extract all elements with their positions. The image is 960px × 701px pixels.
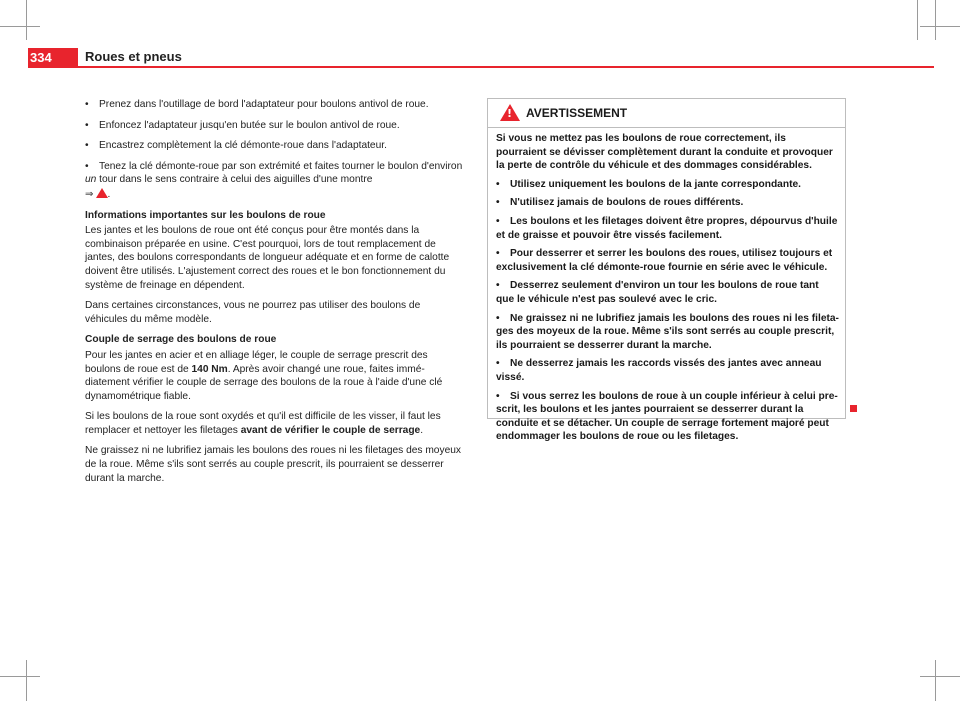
- warning-item-text: N'utilisez jamais de boulons de roues différents.: [510, 197, 744, 209]
- bullet: •: [85, 119, 89, 131]
- section-heading: Informations importantes sur les boulons de roue: [85, 209, 326, 221]
- torque-value: 140 Nm: [191, 363, 228, 375]
- reference-arrow[interactable]: ⇒: [85, 188, 94, 200]
- crop-mark: [917, 0, 918, 40]
- crop-mark: [0, 676, 40, 677]
- crop-mark: [920, 676, 960, 677]
- header-rule: [78, 66, 934, 68]
- bullet: •: [496, 215, 500, 227]
- warning-item: [496, 390, 839, 444]
- list-item: • Tenez la clé démonte-roue par son extrémité et faites tourner le boulon d'environ un tour dans le sens contraire à celui des aiguilles d'une montre ⇒ .: [85, 160, 463, 200]
- crop-mark: [0, 26, 40, 27]
- page-number: 334: [28, 48, 78, 68]
- warning-body: [488, 128, 845, 444]
- warning-item: [496, 196, 839, 210]
- crop-mark: [935, 0, 936, 40]
- warning-item: [496, 357, 839, 384]
- list-item-text: Prenez dans l'outillage de bord l'adaptateur pour boulons antivol de roue.: [99, 99, 429, 110]
- section-end-mark: [850, 405, 857, 412]
- list-item: [85, 139, 463, 153]
- warning-item-text: Utilisez uniquement les boulons de la jante correspondante.: [510, 178, 801, 190]
- list-item-text: Encastrez complètement la clé démonte-roue dans l'adaptateur.: [99, 140, 387, 152]
- warning-item-text: Si vous serrez les boulons de roue à un couple inférieur à celui prescrit, les boulons et les jantes pourraient se desserrer durant la conduite et se détacher. Un couple de serrage fortement majoré peut endommager les boulons de roue ou les filetages.: [496, 390, 838, 443]
- paragraph: Ne graissez ni ne lubrifiez jamais les boulons des roues ni les filetages des moyeux de la roue. Même s'ils sont serrés au couple prescrit, ils pourraient se desserrer durant la marche.: [85, 445, 461, 484]
- list-item-text: tour dans le sens contraire à celui des aiguilles d'une montre: [96, 174, 373, 186]
- bold-text: avant de vérifier le couple de serrage: [240, 424, 421, 436]
- warning-title: AVERTISSEMENT: [526, 106, 628, 120]
- list-item-text: Tenez la clé démonte-roue par son extrémité et faites tourner le boulon d'environ: [99, 160, 463, 172]
- warning-item: [496, 247, 839, 274]
- paragraph: [85, 410, 463, 437]
- exclamation-mark: !: [507, 107, 513, 120]
- warning-item: [496, 178, 839, 192]
- warning-box: [487, 98, 846, 443]
- bullet: •: [496, 280, 500, 292]
- crop-mark: [935, 660, 936, 701]
- left-column: [85, 98, 463, 492]
- list-item: [85, 119, 463, 133]
- bullet: •: [496, 178, 500, 190]
- warning-item: [496, 312, 839, 353]
- list-item: [85, 98, 463, 112]
- warning-header: [488, 99, 845, 128]
- section-heading: Couple de serrage des boulons de roue: [85, 334, 277, 346]
- warning-icon[interactable]: [96, 188, 108, 198]
- warning-item-text: Pour desserrer et serrer les boulons des roues, utilisez toujours et exclusivement la clé démonte-roue fournie en série avec le véhicule.: [496, 248, 833, 273]
- bullet: •: [85, 160, 89, 172]
- emphasis: un: [85, 174, 97, 186]
- warning-intro: Si vous ne mettez pas les boulons de roue correctement, ils pourraient se dévisser complètement durant la conduite et provoquer la perte de contrôle du véhicule et des dommages considérables.: [496, 133, 833, 172]
- warning-item-text: Les boulons et les filetages doivent être propres, dépourvus d'huile et de graisse et pouvoir être vissés facilement.: [496, 215, 838, 241]
- warning-item-text: Ne graissez ni ne lubrifiez jamais les boulons des roues ni les filetages des moyeux de la roue. Même s'ils sont serrés au couple prescrit, ils pourraient se desserrer durant la marche.: [496, 312, 839, 351]
- bullet: •: [496, 248, 500, 260]
- text: .: [420, 424, 424, 436]
- warning-item-text: Desserrez seulement d'environ un tour les boulons de roue tant que le véhicule n'est pas soulevé avec le cric.: [496, 280, 819, 305]
- crop-mark: [26, 0, 27, 40]
- bullet: •: [496, 390, 500, 402]
- chapter-title: Roues et pneus: [85, 49, 182, 64]
- paragraph: Dans certaines circonstances, vous ne pourrez pas utiliser des boulons de véhicules du même modèle.: [85, 300, 421, 325]
- warning-item: [496, 279, 839, 306]
- text: . Après avoir changé une roue, faites immédiatement vérifier le couple de serrage des boulons de la roue à l'aide d'une clé dynamométrique fiable.: [85, 363, 443, 402]
- warning-triangle-icon: [500, 104, 520, 121]
- bullet: •: [496, 197, 500, 209]
- paragraph: Les jantes et les boulons de roue ont été conçus pour être montés dans la combinaison préparée en usine. C'est pourquoi, lors de tout remplacement de jantes, des boulons correspondants de longueur adéquate et en forme de calotte doivent être utilisés. L'ajustement correct des roues et le bon fonctionnement du système de freinage en dépendent.: [85, 225, 450, 291]
- text: Si les boulons de la roue sont oxydés et qu'il est difficile de les visser, il faut les remplacer et nettoyer les filetages: [85, 411, 441, 436]
- paragraph: [85, 349, 463, 403]
- crop-mark: [26, 660, 27, 701]
- bullet: •: [496, 358, 500, 370]
- list-item-text: Enfoncez l'adaptateur jusqu'en butée sur le boulon antivol de roue.: [99, 119, 400, 131]
- bullet: •: [85, 99, 89, 110]
- bullet: •: [496, 312, 500, 324]
- text: Pour les jantes en acier et en alliage léger, le couple de serrage prescrit des boulons de roue est de: [85, 349, 428, 375]
- warning-item: [496, 215, 839, 242]
- crop-mark: [920, 26, 960, 27]
- bullet: •: [85, 140, 89, 152]
- warning-item-text: Ne desserrez jamais les raccords vissés des jantes avec anneau vissé.: [496, 358, 822, 383]
